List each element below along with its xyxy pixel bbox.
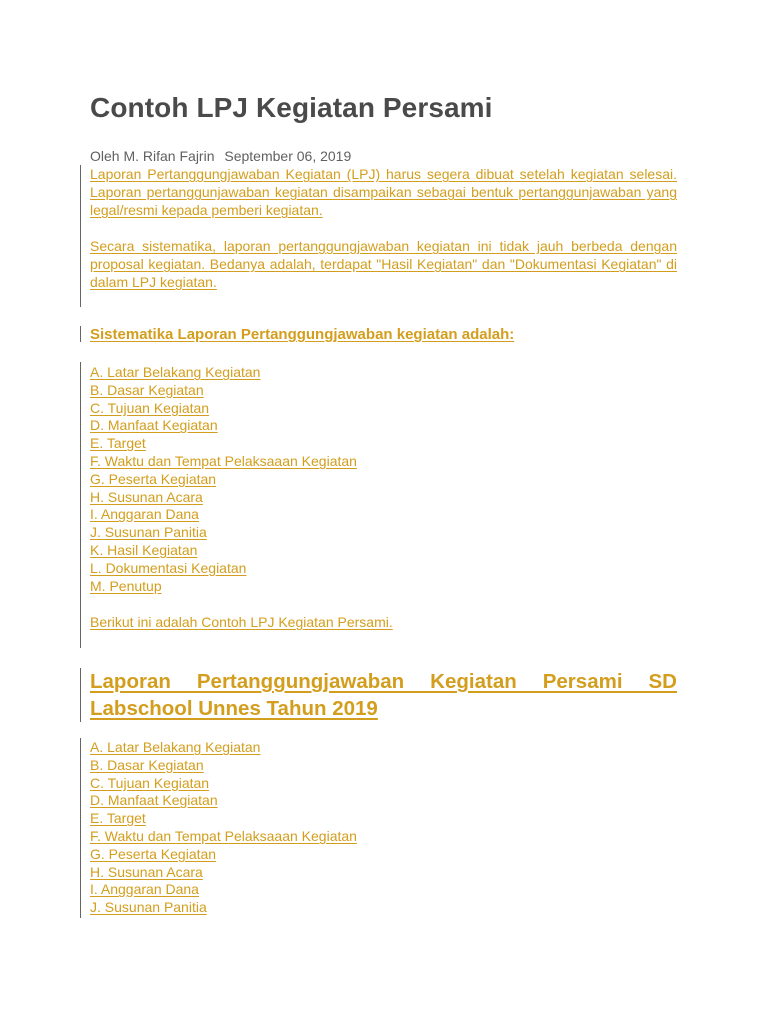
left-border-rule bbox=[80, 362, 81, 648]
report-item-link[interactable]: J. Susunan Panitia bbox=[90, 899, 207, 916]
closing-line bbox=[90, 614, 393, 630]
systematics-link[interactable]: J. Susunan Panitia bbox=[90, 524, 207, 541]
list-item bbox=[90, 578, 357, 596]
report-heading-link[interactable]: Laporan Pertanggungjawaban Kegiatan Persami SD Labschool Unnes Tahun 2019 bbox=[90, 670, 677, 720]
report-item-link[interactable]: A. Latar Belakang Kegiatan bbox=[90, 739, 261, 755]
report-item-link[interactable]: D. Manfaat Kegiatan bbox=[90, 792, 218, 809]
list-item bbox=[90, 382, 357, 400]
list-item bbox=[90, 506, 357, 524]
intro-paragraph-1 bbox=[90, 165, 677, 219]
intro-paragraph-2-link[interactable]: Secara sistematika, laporan pertanggungjawaban kegiatan ini tidak jauh berbeda dengan proposal kegiatan. Bedanya adalah, terdapat "Hasil Kegiatan" dan "Dokumentasi Kegiatan" di dalam LPJ kegiatan. bbox=[90, 238, 677, 290]
systematics-link[interactable]: L. Dokumentasi Kegiatan bbox=[90, 559, 247, 576]
systematics-link[interactable]: M. Penutup bbox=[90, 577, 162, 594]
list-item bbox=[90, 899, 357, 917]
list-item bbox=[90, 453, 357, 471]
list-item bbox=[90, 864, 357, 882]
list-item bbox=[90, 542, 357, 560]
systematics-link[interactable]: I. Anggaran Dana bbox=[90, 506, 199, 523]
systematics-list bbox=[90, 364, 357, 595]
report-item-link[interactable]: B. Dasar Kegiatan bbox=[90, 756, 204, 773]
list-item bbox=[90, 524, 357, 542]
systematics-link[interactable]: K. Hasil Kegiatan bbox=[90, 541, 198, 558]
report-item-link[interactable]: E. Target bbox=[90, 810, 146, 827]
systematics-link[interactable]: D. Manfaat Kegiatan bbox=[90, 417, 218, 434]
closing-link[interactable]: Berikut ini adalah Contoh LPJ Kegiatan Persami. bbox=[90, 614, 393, 630]
report-items-list bbox=[90, 739, 357, 917]
list-item bbox=[90, 471, 357, 489]
left-border-rule bbox=[80, 326, 81, 342]
list-item bbox=[90, 739, 357, 757]
list-item bbox=[90, 435, 357, 453]
author: Oleh M. Rifan Fajrin bbox=[90, 148, 215, 164]
list-item bbox=[90, 489, 357, 507]
systematics-link[interactable]: A. Latar Belakang Kegiatan bbox=[90, 364, 261, 380]
intro-paragraph-2 bbox=[90, 237, 677, 291]
systematics-link[interactable]: B. Dasar Kegiatan bbox=[90, 381, 204, 398]
report-item-link[interactable]: I. Anggaran Dana bbox=[90, 881, 199, 898]
systematics-link[interactable]: G. Peserta Kegiatan bbox=[90, 470, 217, 487]
systematics-link[interactable]: F. Waktu dan Tempat Pelaksaaan Kegiatan bbox=[90, 452, 357, 469]
page-title: Contoh LPJ Kegiatan Persami bbox=[90, 92, 493, 123]
publish-date: September 06, 2019 bbox=[224, 148, 352, 164]
list-item bbox=[90, 560, 357, 578]
list-item bbox=[90, 364, 357, 382]
list-item bbox=[90, 757, 357, 775]
systematics-link[interactable]: C. Tujuan Kegiatan bbox=[90, 399, 210, 416]
list-item bbox=[90, 792, 357, 810]
report-item-link[interactable]: G. Peserta Kegiatan bbox=[90, 845, 217, 862]
intro-section bbox=[90, 165, 677, 291]
list-item bbox=[90, 846, 357, 864]
report-item-link[interactable]: F. Waktu dan Tempat Pelaksaaan Kegiatan bbox=[90, 827, 357, 844]
intro-paragraph-1-link[interactable]: Laporan Pertanggungjawaban Kegiatan (LPJ) harus segera dibuat setelah kegiatan selesai. Laporan pertanggunjawaban kegiatan disampaikan sebagai bentuk pertanggunjawaban yang legal/resmi kepada pemberi kegiatan. bbox=[90, 166, 677, 218]
systematics-link[interactable]: H. Susunan Acara bbox=[90, 488, 203, 505]
report-item-link[interactable]: H. Susunan Acara bbox=[90, 863, 203, 880]
list-item bbox=[90, 417, 357, 435]
left-border-rule bbox=[80, 738, 81, 918]
list-item bbox=[90, 775, 357, 793]
systematics-link[interactable]: E. Target bbox=[90, 435, 146, 452]
report-item-link[interactable]: C. Tujuan Kegiatan bbox=[90, 774, 210, 791]
list-item bbox=[90, 400, 357, 418]
list-item bbox=[90, 810, 357, 828]
left-border-rule bbox=[80, 165, 81, 307]
left-border-rule bbox=[80, 668, 81, 722]
byline bbox=[90, 148, 357, 164]
section-heading[interactable]: Sistematika Laporan Pertanggungjawaban kegiatan adalah: bbox=[90, 326, 515, 343]
report-heading bbox=[90, 668, 677, 722]
list-item bbox=[90, 881, 357, 899]
list-item bbox=[90, 828, 357, 846]
